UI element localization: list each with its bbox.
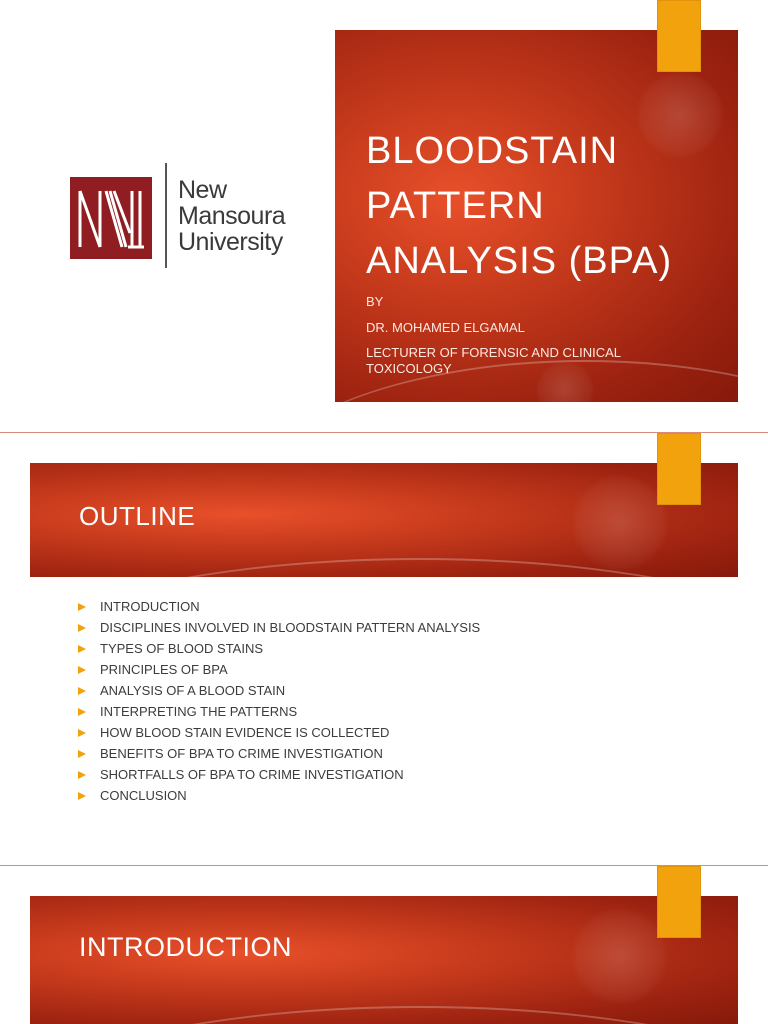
triangle-bullet-icon [78,603,86,611]
list-item: INTERPRETING THE PATTERNS [78,701,480,722]
list-item: BENEFITS OF BPA TO CRIME INVESTIGATION [78,743,480,764]
triangle-bullet-icon [78,771,86,779]
list-item: DISCIPLINES INVOLVED IN BLOODSTAIN PATTERN ANALYSIS [78,617,480,638]
logo-wordmark [178,177,285,255]
accent-tab [657,0,701,72]
triangle-bullet-icon [78,687,86,695]
presentation-title: BLOODSTAIN PATTERN ANALYSIS (BPA) [366,130,673,282]
outline-list [78,596,480,806]
logo-separator [165,163,167,268]
triangle-bullet-icon [78,666,86,674]
university-logo [70,163,300,268]
author-name: DR. MOHAMED ELGAMAL [366,320,525,335]
triangle-bullet-icon [78,708,86,716]
by-label: BY [366,294,384,309]
accent-tab [657,866,701,938]
logo-mark-icon [70,177,152,259]
triangle-bullet-icon [78,729,86,737]
outline-title: OUTLINE [79,501,196,531]
logo-line-3: University [178,228,283,256]
triangle-bullet-icon [78,645,86,653]
author-role: LECTURER OF FORENSIC AND CLINICAL TOXICOLOGY [366,345,621,376]
outline-slide [0,433,768,865]
list-item: PRINCIPLES OF BPA [78,659,480,680]
list-item: TYPES OF BLOOD STAINS [78,638,480,659]
introduction-slide [0,866,768,1024]
list-item: SHORTFALLS OF BPA TO CRIME INVESTIGATION [78,764,480,785]
triangle-bullet-icon [78,624,86,632]
list-item: CONCLUSION [78,785,480,806]
list-item: ANALYSIS OF A BLOOD STAIN [78,680,480,701]
list-item: INTRODUCTION [78,596,480,617]
accent-tab [657,433,701,505]
title-slide [0,0,768,432]
introduction-title: INTRODUCTION [79,932,292,962]
list-item: HOW BLOOD STAIN EVIDENCE IS COLLECTED [78,722,480,743]
logo-line-2: Mansoura [178,202,286,230]
triangle-bullet-icon [78,750,86,758]
triangle-bullet-icon [78,792,86,800]
logo-line-1: New [178,176,227,204]
